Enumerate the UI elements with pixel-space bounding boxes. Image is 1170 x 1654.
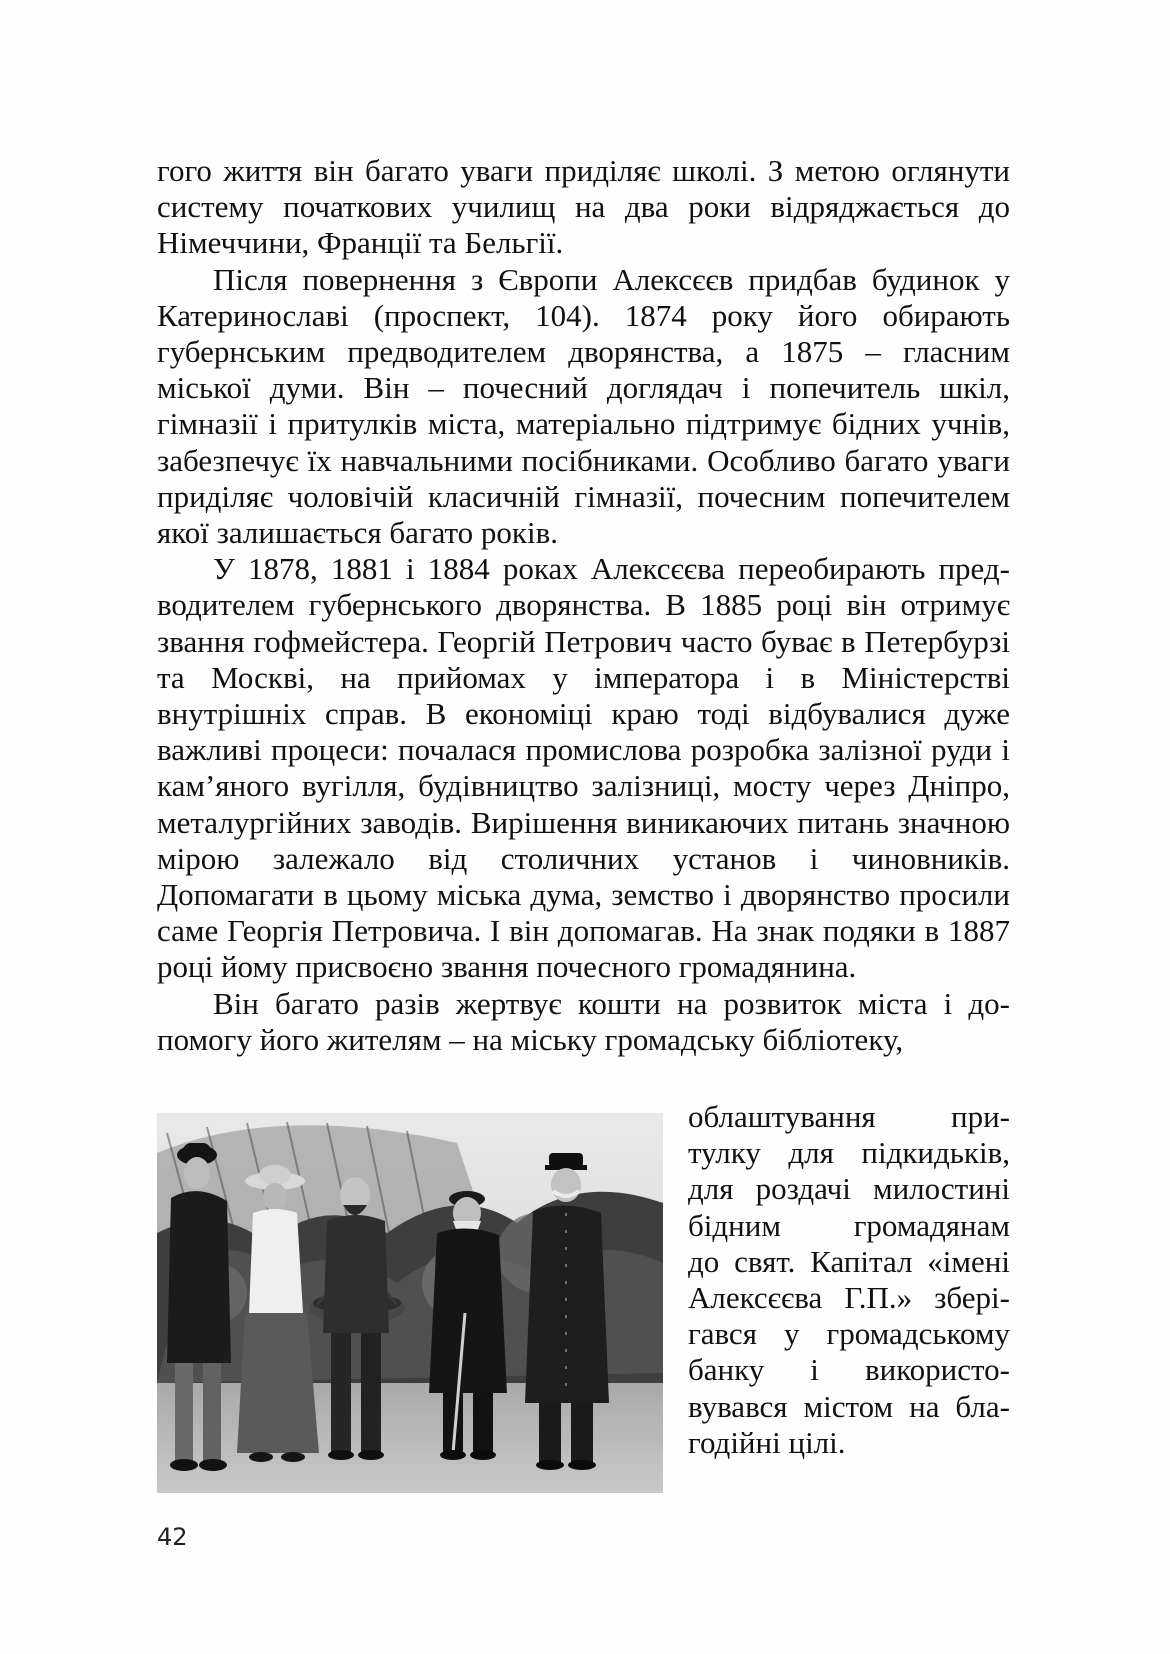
side-line-1: облаштування при- [688, 1099, 1010, 1134]
side-line-2: тулку для підкидьків, [688, 1135, 1010, 1171]
side-line-3: для роздачі милостині [688, 1171, 1010, 1207]
paragraph-1: гого життя він багато уваги приділяє школі. З метою оглянути систему початкових училищ на два роки відряджається до Німеччини, Франції та Бельгії. [157, 153, 1010, 261]
side-line-7: гався у громадському [688, 1316, 1010, 1352]
paragraph-3: У 1878, 1881 і 1884 роках Алексєєва переобирають предводителем губернського дворянства. В 1885 році він отримує звання гофмейстера. Георгій Петрович часто буває в Петербурзі та Москві, на прийомах у імператора і в Міністерстві внутрішніх справ. В економіці краю тоді відбувалися дуже важливі процеси: почалася промислова розробка залізної руди і кам’яного вугілля, будівництво залізниці, мосту через Дніпро, металургійних заводів. Вирішення виникаючих питань значною мірою залежало від столичних установ і чиновників. Допомагати в цьому міська дума, земство і дворянство просили саме Георгія Петровича. І він допомагав. На знак подяки в 1887 році йому присвоєно звання почесного громадянина. [157, 551, 1010, 985]
wrapped-text-column [688, 1099, 1010, 1461]
side-line-6: Алексєєва Г.П.» збері- [688, 1279, 1010, 1315]
main-text [157, 153, 1010, 1058]
side-line-9: вувався містом на бла- [688, 1388, 1010, 1424]
paragraph-2: Після повернення з Європи Алексєєв придбав будинок у Катеринославі (проспект, 104). 1874 року його обирають губернським предводителем дворянства, а 1875 – гласним міської думи. Він – почесний доглядач і попечитель шкіл, гімназії і притулків міста, матеріально підтримує бідних учнів, забезпечує їх навчальними посібниками. Особливо багато уваги приділяє чоловічій класичній гімназії, почесним попечителем якої залишається багато років. [157, 261, 1010, 551]
paragraph-4: Він багато разів жертвує кошти на розвиток міста і допомогу його жителям – на міську громадську бібліотеку, [157, 985, 1010, 1057]
photo-image [157, 1113, 663, 1493]
side-line-8: банку і використо- [688, 1352, 1010, 1388]
side-line-10: годійні цілі. [688, 1424, 846, 1460]
historical-photo [157, 1113, 663, 1493]
side-line-4: бідним громадянам [688, 1207, 1010, 1243]
page-number: 42 [157, 1523, 188, 1551]
side-line-5: до свят. Капітал «імені [688, 1243, 1010, 1279]
